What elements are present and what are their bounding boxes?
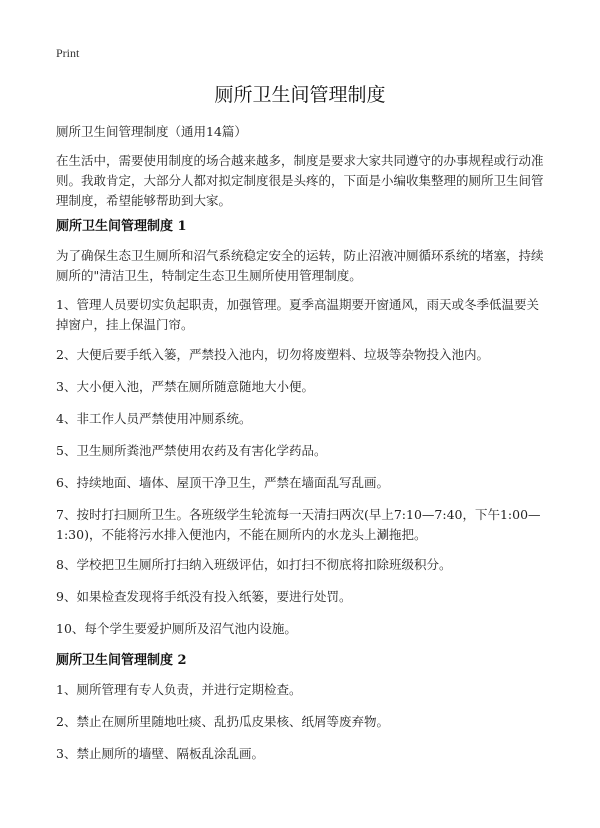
list-item: 10、每个学生要爱护厕所及沼气池内设施。 (56, 621, 297, 636)
list-item: 6、持续地面、墙体、屋顶干净卫生，严禁在墙面乱写乱画。 (56, 475, 389, 490)
list-item: 1、管理人员要切实负起职责，加强管理。夏季高温期要开窗通风，雨天或冬季低温要关掉窗户，挂上保温门帘。 (56, 297, 539, 332)
document-subtitle: 厕所卫生间管理制度（通用14篇） (56, 124, 247, 139)
page-title: 厕所卫生间管理制度 (214, 84, 386, 106)
list-item: 1、厕所管理有专人负责，并进行定期检查。 (56, 682, 302, 697)
list-item: 4、非工作人员严禁使用冲厕系统。 (56, 411, 252, 426)
list-item: 7、按时打扫厕所卫生。各班级学生轮流每一天清扫两次(早上7:10—7:40，下午1:00—1:30)，不能将污水排入便池内，不能在厕所内的水龙头上涮拖把。 (56, 507, 541, 542)
list-item: 5、卫生厕所粪池严禁使用农药及有害化学药品。 (56, 443, 327, 458)
print-link[interactable]: Print (56, 46, 80, 60)
section-heading-2: 厕所卫生间管理制度 2 (56, 653, 187, 668)
list-item: 3、禁止厕所的墙壁、隔板乱涂乱画。 (56, 746, 264, 761)
section-heading-1: 厕所卫生间管理制度 1 (56, 219, 187, 234)
intro-paragraph: 在生活中，需要使用制度的场合越来越多，制度是要求大家共同遵守的办事规程或行动准则。我敢肯定，大部分人都对拟定制度很是头疼的，下面是小编收集整理的厕所卫生间管理制度，希望能够帮助到大家。 (56, 153, 544, 208)
list-item: 2、大便后要手纸入篓，严禁投入池内，切勿将废塑料、垃圾等杂物投入池内。 (56, 347, 489, 362)
list-item: 2、禁止在厕所里随地吐痰、乱扔瓜皮果核、纸屑等废弃物。 (56, 714, 389, 729)
list-item: 3、大小便入池，严禁在厕所随意随地大小便。 (56, 379, 314, 394)
section-1-intro: 为了确保生态卫生厕所和沼气系统稳定安全的运转，防止沼液冲厕循环系统的堵塞，持续厕所的"清洁卫生，特制定生态卫生厕所使用管理制度。 (56, 248, 544, 283)
list-item: 8、学校把卫生厕所打扫纳入班级评估，如打扫不彻底将扣除班级积分。 (56, 557, 452, 572)
list-item: 9、如果检查发现将手纸没有投入纸篓，要进行处罚。 (56, 589, 352, 604)
